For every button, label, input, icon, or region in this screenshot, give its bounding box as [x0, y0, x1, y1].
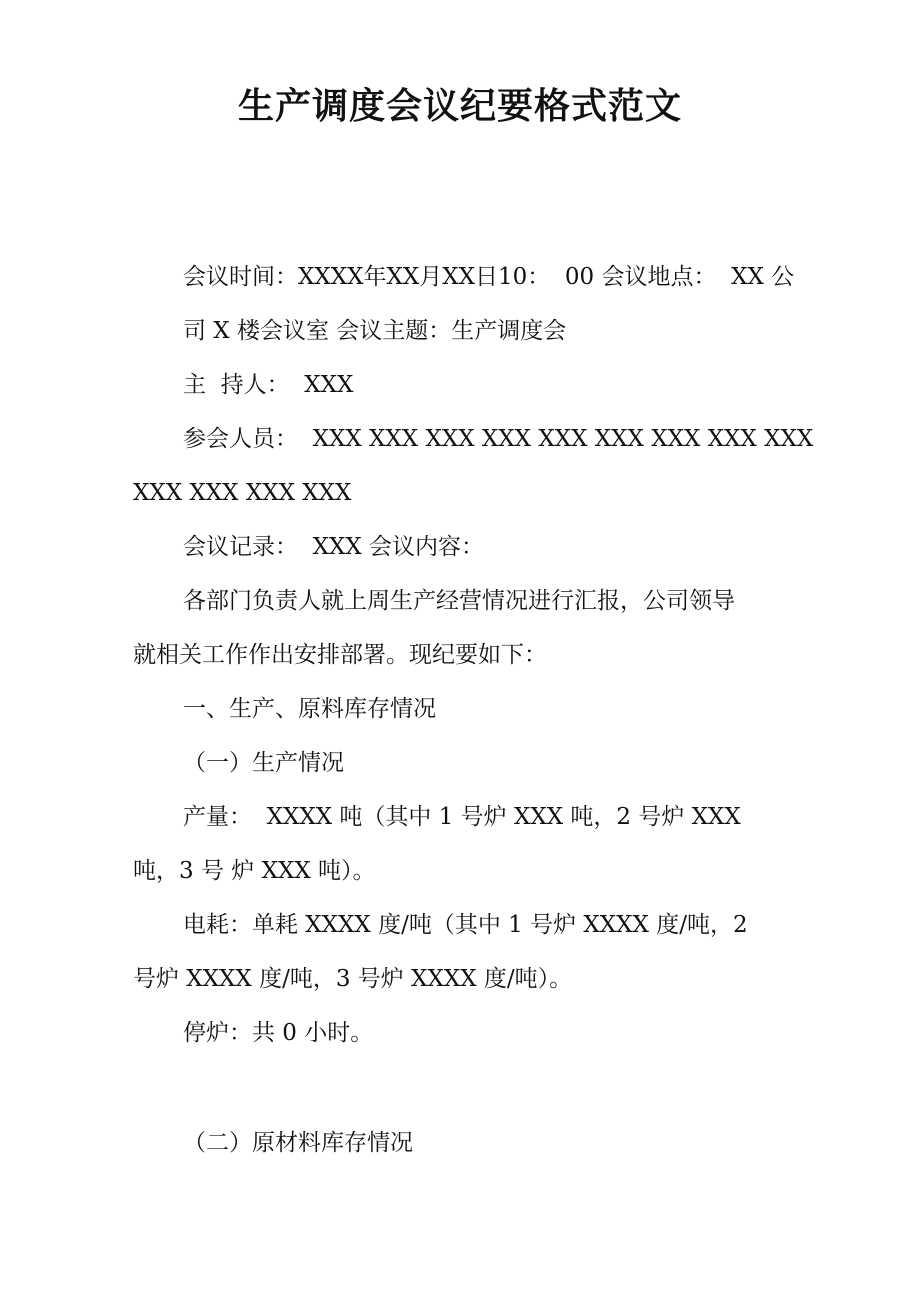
- power-consumption-line-continued: 号炉 XXXX 度/吨，3 号炉 XXXX 度/吨）。: [133, 966, 573, 992]
- summary-line-continued: 就相关工作作出安排部署。现纪要如下：: [133, 642, 547, 668]
- host-line: 主 持人： XXX: [183, 372, 354, 398]
- attendees-line-continued: XXX XXX XXX XXX: [133, 480, 352, 506]
- document-title: 生产调度会议纪要格式范文: [237, 86, 682, 127]
- meeting-location-line: 司 X 楼会议室 会议主题：生产调度会: [183, 318, 567, 344]
- attendees-line: 参会人员： XXX XXX XXX XXX XXX XXX XXX XXX XXX: [183, 426, 814, 452]
- subsection-heading-inventory: （二）原材料库存情况: [183, 1130, 413, 1156]
- summary-line: 各部门负责人就上周生产经营情况进行汇报，公司领导: [183, 588, 735, 614]
- subsection-heading-production: （一）生产情况: [183, 750, 344, 776]
- output-line-continued: 吨，3 号 炉 XXX 吨）。: [133, 858, 376, 884]
- section-heading-1: 一、生产、原料库存情况: [183, 696, 436, 722]
- output-line: 产量： XXXX 吨（其中 1 号炉 XXX 吨，2 号炉 XXX: [183, 804, 741, 830]
- recorder-line: 会议记录： XXX 会议内容：: [183, 534, 485, 560]
- meeting-time-line: 会议时间：XXXX年XX月XX日10： 00 会议地点： XX 公: [183, 264, 795, 290]
- shutdown-line: 停炉：共 0 小时。: [183, 1020, 374, 1046]
- power-consumption-line: 电耗：单耗 XXXX 度/吨（其中 1 号炉 XXXX 度/吨，2: [183, 912, 748, 938]
